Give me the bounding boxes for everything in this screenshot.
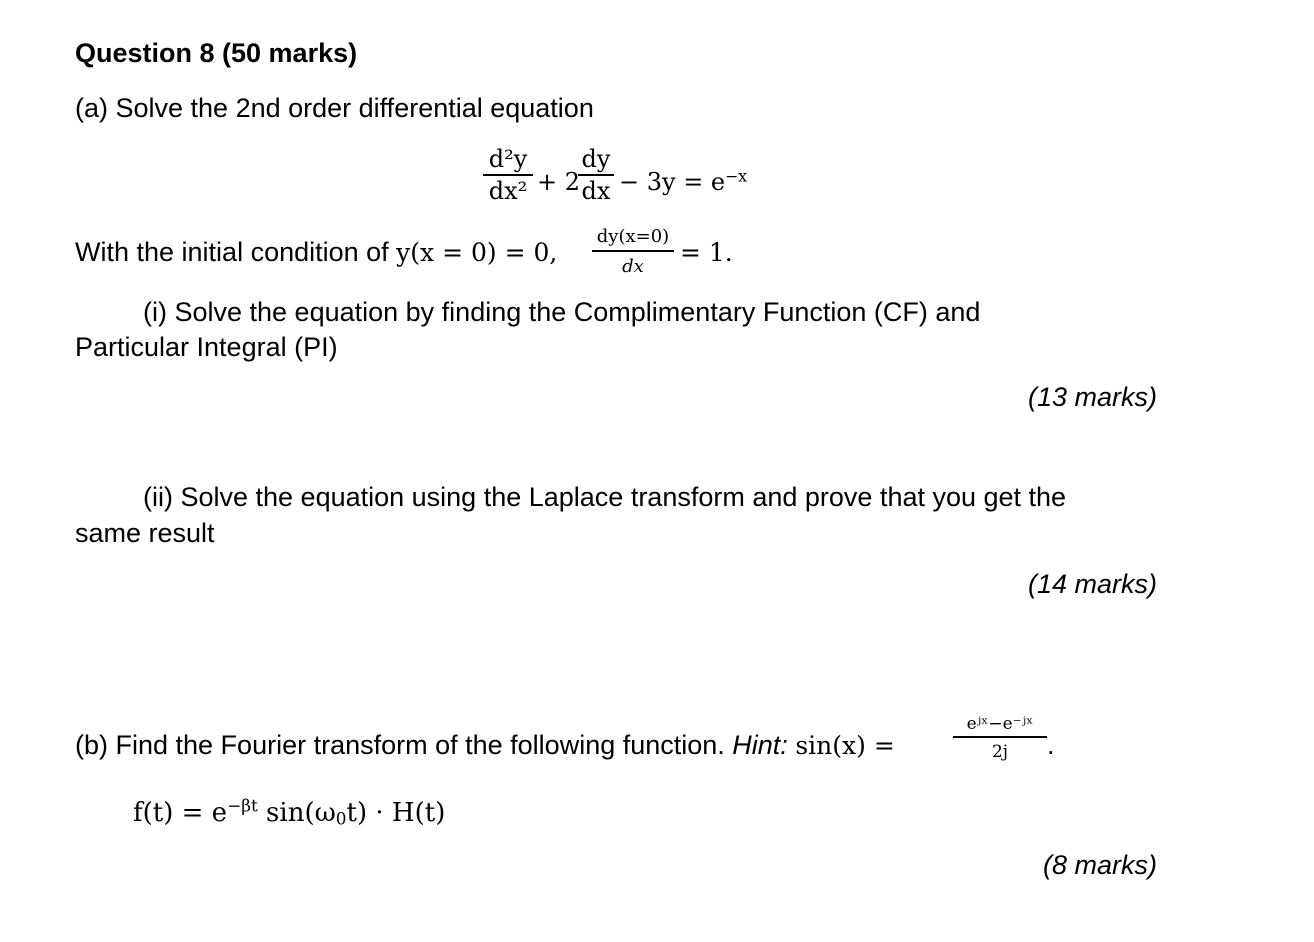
function-expression bbox=[133, 795, 446, 829]
fraction-bar bbox=[578, 174, 614, 176]
dy-dx-fraction bbox=[578, 147, 614, 203]
sub-i-line1: (i) Solve the equation by finding the Complimentary Function (CF) and bbox=[143, 297, 981, 327]
function-exponent: −βt bbox=[227, 795, 258, 816]
fraction-numerator: eʲˣ−e⁻ʲˣ bbox=[966, 714, 1034, 734]
fraction-bar bbox=[483, 174, 533, 176]
sub-ii-marks: (14 marks) bbox=[1027, 569, 1157, 599]
initial-derivative-fraction bbox=[592, 228, 674, 276]
fraction-numerator: dy bbox=[581, 145, 611, 173]
part-b-text: (b) Find the Fourier transform of the following function. bbox=[75, 730, 733, 760]
d2y-dx2-fraction bbox=[483, 147, 533, 203]
part-b-marks: (8 marks) bbox=[1043, 850, 1157, 880]
hint-math: sin(x) = bbox=[795, 731, 895, 760]
equation-rhs bbox=[619, 168, 747, 196]
sub-i-marks: (13 marks) bbox=[1027, 382, 1157, 412]
fraction-bar bbox=[592, 250, 674, 252]
fraction-denominator: dx bbox=[581, 177, 611, 205]
hint-tail: . bbox=[1047, 730, 1055, 760]
initial-condition-math: y(x = 0) = 0, bbox=[396, 238, 558, 267]
function-subscript: 0 bbox=[335, 808, 347, 829]
part-a-intro: (a) Solve the 2nd order differential equation bbox=[75, 93, 594, 123]
part-b-line bbox=[75, 729, 895, 762]
initial-condition-line bbox=[75, 236, 557, 269]
function-rest: t) · H(t) bbox=[346, 798, 446, 828]
fraction-denominator: 2j bbox=[991, 742, 1009, 762]
fraction-bar bbox=[953, 736, 1047, 738]
equation-exponent: −x bbox=[725, 167, 748, 186]
function-sin: sin(ω bbox=[257, 798, 336, 828]
fraction-numerator: d²y bbox=[488, 145, 528, 173]
function-lhs: f(t) = e bbox=[133, 798, 228, 828]
hint-label: Hint: bbox=[732, 730, 788, 760]
fraction-numerator: dy(x=0) bbox=[596, 226, 670, 247]
fraction-denominator: dx bbox=[622, 256, 644, 277]
question-title: Question 8 (50 marks) bbox=[75, 38, 358, 68]
initial-condition-tail: = 1. bbox=[680, 238, 733, 267]
fraction-denominator: dx² bbox=[488, 177, 528, 205]
sub-ii-line1: (ii) Solve the equation using the Laplace transform and prove that you get the bbox=[143, 482, 1067, 512]
sub-i-line2: Particular Integral (PI) bbox=[75, 332, 338, 362]
equation-rhs-text: − 3y = e bbox=[619, 168, 726, 196]
initial-condition-text: With the initial condition of bbox=[75, 237, 397, 267]
sub-ii-line2: same result bbox=[75, 518, 215, 548]
plus-two: + 2 bbox=[537, 168, 581, 196]
hint-fraction bbox=[953, 716, 1047, 761]
